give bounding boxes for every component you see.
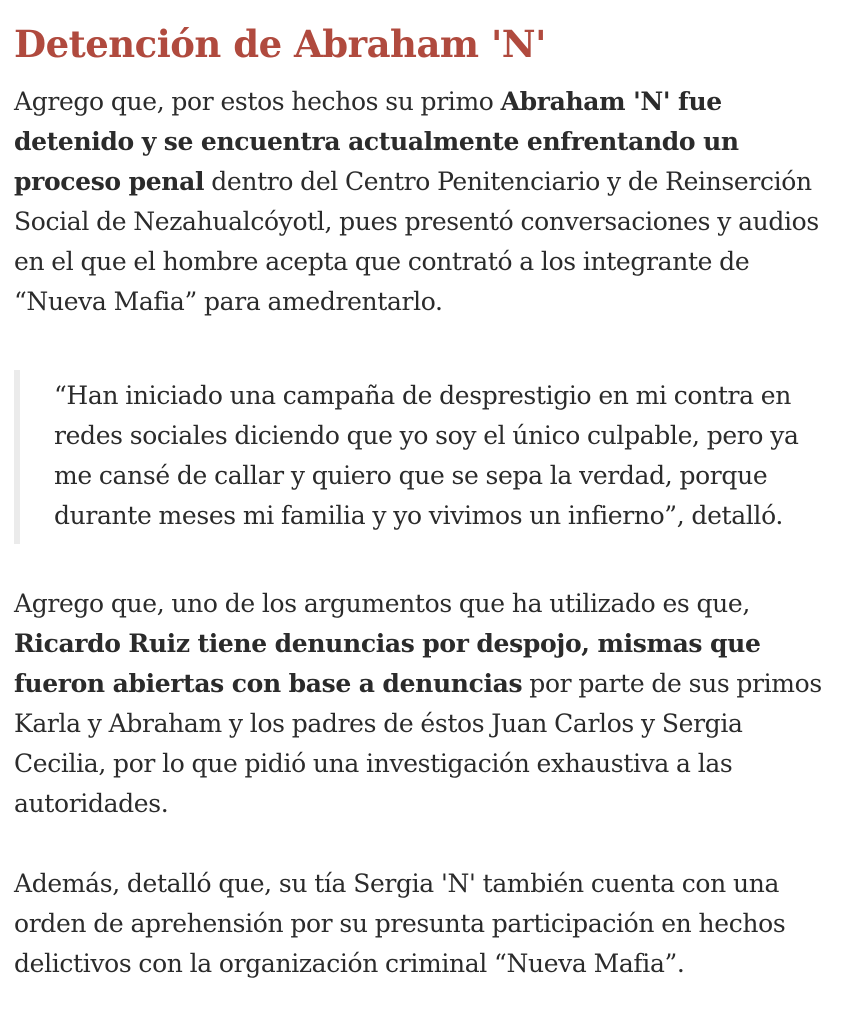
quote-text: “Han iniciado una campaña de desprestigio en mi contra en redes sociales diciendo que yo soy el único culpable, pero ya me cansé de callar y quiero que se sepa la verdad, porque durante meses mi familia y yo vivimos un infierno”, detalló. bbox=[54, 381, 799, 530]
paragraph-text: Agrego que, por estos hechos su primo bbox=[14, 87, 501, 116]
paragraph-text: por parte de sus primos Karla y Abraham y los padres de éstos Juan Carlos y Sergia Cecilia, por lo que pidió una investigación exhaustiva a las autoridades. bbox=[14, 669, 822, 818]
paragraph-aunt-warrant: Además, detalló que, su tía Sergia 'N' también cuenta con una orden de aprehensión por su presunta participación en hechos delictivos con la organización criminal “Nueva Mafia”. bbox=[14, 869, 786, 978]
section-heading: Detención de Abraham 'N' bbox=[14, 22, 546, 66]
paragraph-text: dentro del Centro Penitenciario y de Reinserción Social de Nezahualcóyotl, pues presentó conversaciones y audios en el que el hombre acepta que contrató a los integrante de “Nueva Mafia” para amedrentarlo. bbox=[14, 167, 819, 316]
paragraph-detention bbox=[14, 82, 840, 322]
blockquote bbox=[14, 370, 824, 544]
article-body bbox=[14, 0, 840, 984]
paragraph-arguments bbox=[14, 584, 840, 824]
bold-text: Ricardo Ruiz tiene denuncias por despojo, mismas que fueron abiertas con base a denuncias bbox=[14, 629, 761, 698]
paragraph-text: Agrego que, uno de los argumentos que ha utilizado es que, bbox=[14, 589, 750, 618]
bold-text: Abraham 'N' fue detenido y se encuentra actualmente enfrentando un proceso penal bbox=[14, 87, 739, 196]
